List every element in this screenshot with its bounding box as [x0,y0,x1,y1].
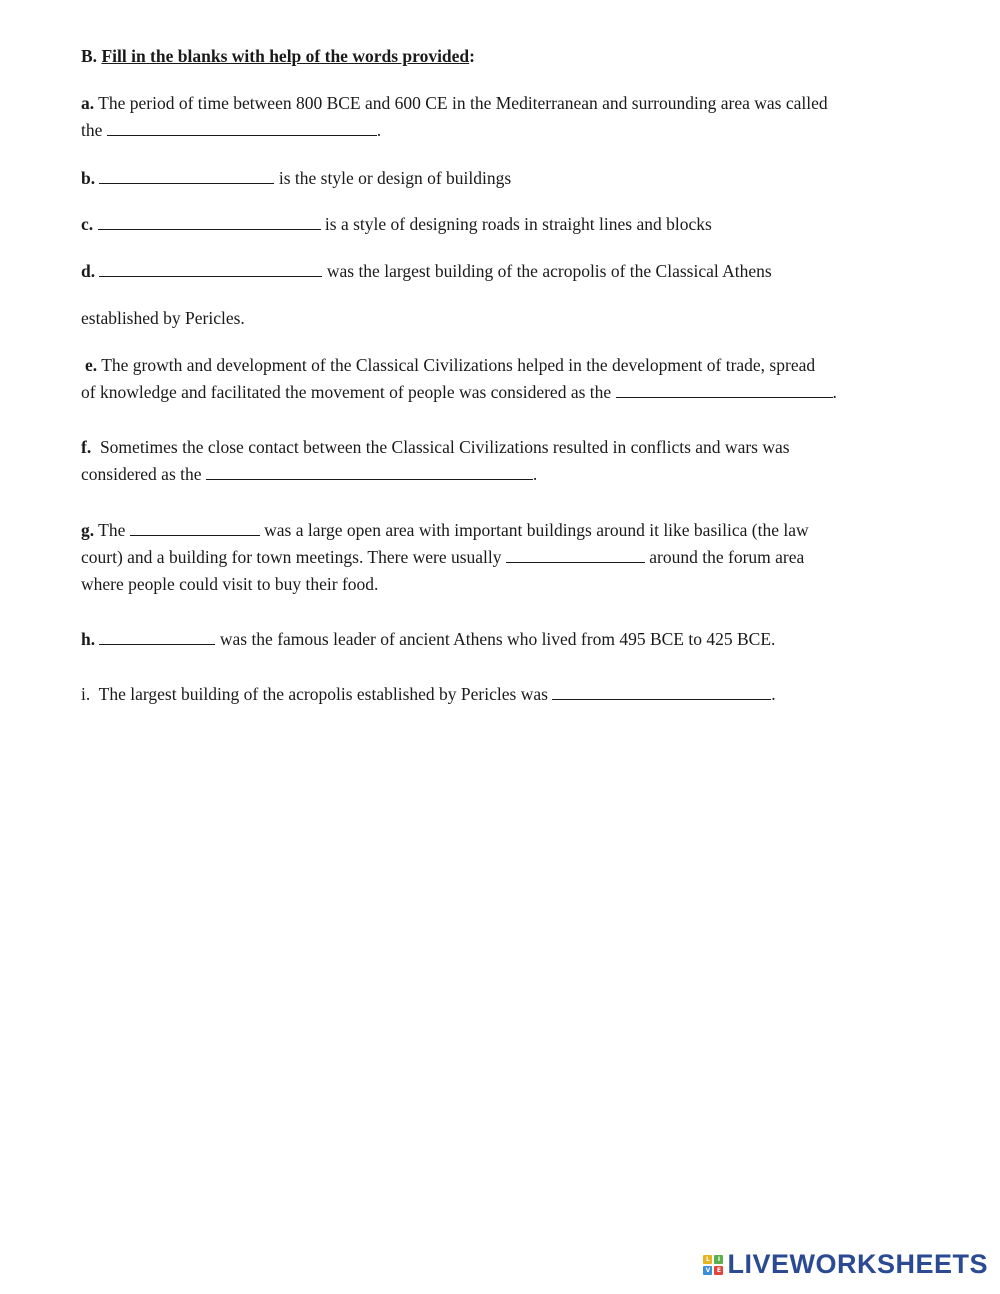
logo-tile-1: L [703,1255,712,1264]
question-f-text-2: considered as the [81,464,206,484]
question-c-label: c. [81,214,94,234]
question-d-text-2: established by Pericles. [81,308,245,328]
question-e-line-1 [85,352,815,379]
question-e-text-2: of knowledge and facilitated the movement of people was considered as the [81,382,616,402]
question-g-text: The [94,520,130,540]
answer-blank-d[interactable] [99,260,322,277]
question-d-text: was the largest building of the acropolis of the Classical Athens [322,261,772,281]
question-c [81,211,712,238]
question-h [81,626,775,653]
logo-tile-3: V [703,1266,712,1275]
question-e-text: The growth and development of the Classical Civilizations helped in the development of trade, spread [97,355,816,375]
question-c-text: is a style of designing roads in straight lines and blocks [320,214,712,234]
logo-tile-2: I [714,1255,723,1264]
logo-tile-4: E [714,1266,723,1275]
answer-blank-h[interactable] [99,628,215,645]
question-e-label: e. [85,355,98,375]
question-a-text: The period of time between 800 BCE and 600 CE in the Mediterranean and surrounding area was called [94,93,828,113]
question-g-text-4: around the forum area [644,547,805,567]
answer-blank-f[interactable] [206,463,533,480]
section-colon: : [469,46,475,66]
answer-blank-i[interactable] [552,683,771,700]
question-g-text-2: was a large open area with important buildings around it like basilica (the law [259,520,809,540]
question-a-text-3: . [376,120,382,140]
question-f-label: f. [81,437,92,457]
question-g-line-3 [81,571,378,598]
question-d-label: d. [81,261,96,281]
answer-blank-a[interactable] [107,119,377,136]
section-heading [81,43,475,70]
question-d-line-2 [81,305,245,332]
question-i-text-2: . [771,684,776,704]
liveworksheets-logo-icon [703,1255,723,1275]
question-a-line-1 [81,90,828,117]
question-d-line-1 [81,258,772,285]
section-title: Fill in the blanks with help of the words provided [101,46,470,66]
question-b-label: b. [81,168,96,188]
answer-blank-g1[interactable] [130,519,260,536]
question-f-text-3: . [532,464,538,484]
question-f-line-1 [81,434,790,461]
question-g-line-2 [81,544,804,571]
answer-blank-g2[interactable] [506,546,645,563]
question-h-text: was the famous leader of ancient Athens who lived from 495 BCE to 425 BCE. [215,629,776,649]
question-g-text-5: where people could visit to buy their food. [81,574,379,594]
question-e-text-3: . [832,382,837,402]
brand-name: LIVEWORKSHEETS [727,1249,988,1279]
section-label: B. [81,46,98,66]
question-b [81,165,511,192]
question-h-label: h. [81,629,96,649]
question-i-label: i. [81,684,91,704]
answer-blank-b[interactable] [99,167,274,184]
question-a-label: a. [81,93,95,113]
question-a-line-2 [81,117,381,144]
question-g-label: g. [81,520,95,540]
question-a-text-2: the [81,120,107,140]
question-f-line-2 [81,461,537,488]
question-i [81,681,776,708]
question-g-line-1 [81,517,809,544]
liveworksheets-branding[interactable] [703,1249,988,1280]
question-e-line-2 [81,379,837,406]
question-f-text: Sometimes the close contact between the Classical Civilizations resulted in conflicts and wars was [91,437,790,457]
question-i-text: The largest building of the acropolis established by Pericles was [90,684,553,704]
question-g-text-3: court) and a building for town meetings. There were usually [81,547,506,567]
answer-blank-e[interactable] [616,381,833,398]
answer-blank-c[interactable] [98,213,321,230]
question-b-text: is the style or design of buildings [274,168,512,188]
